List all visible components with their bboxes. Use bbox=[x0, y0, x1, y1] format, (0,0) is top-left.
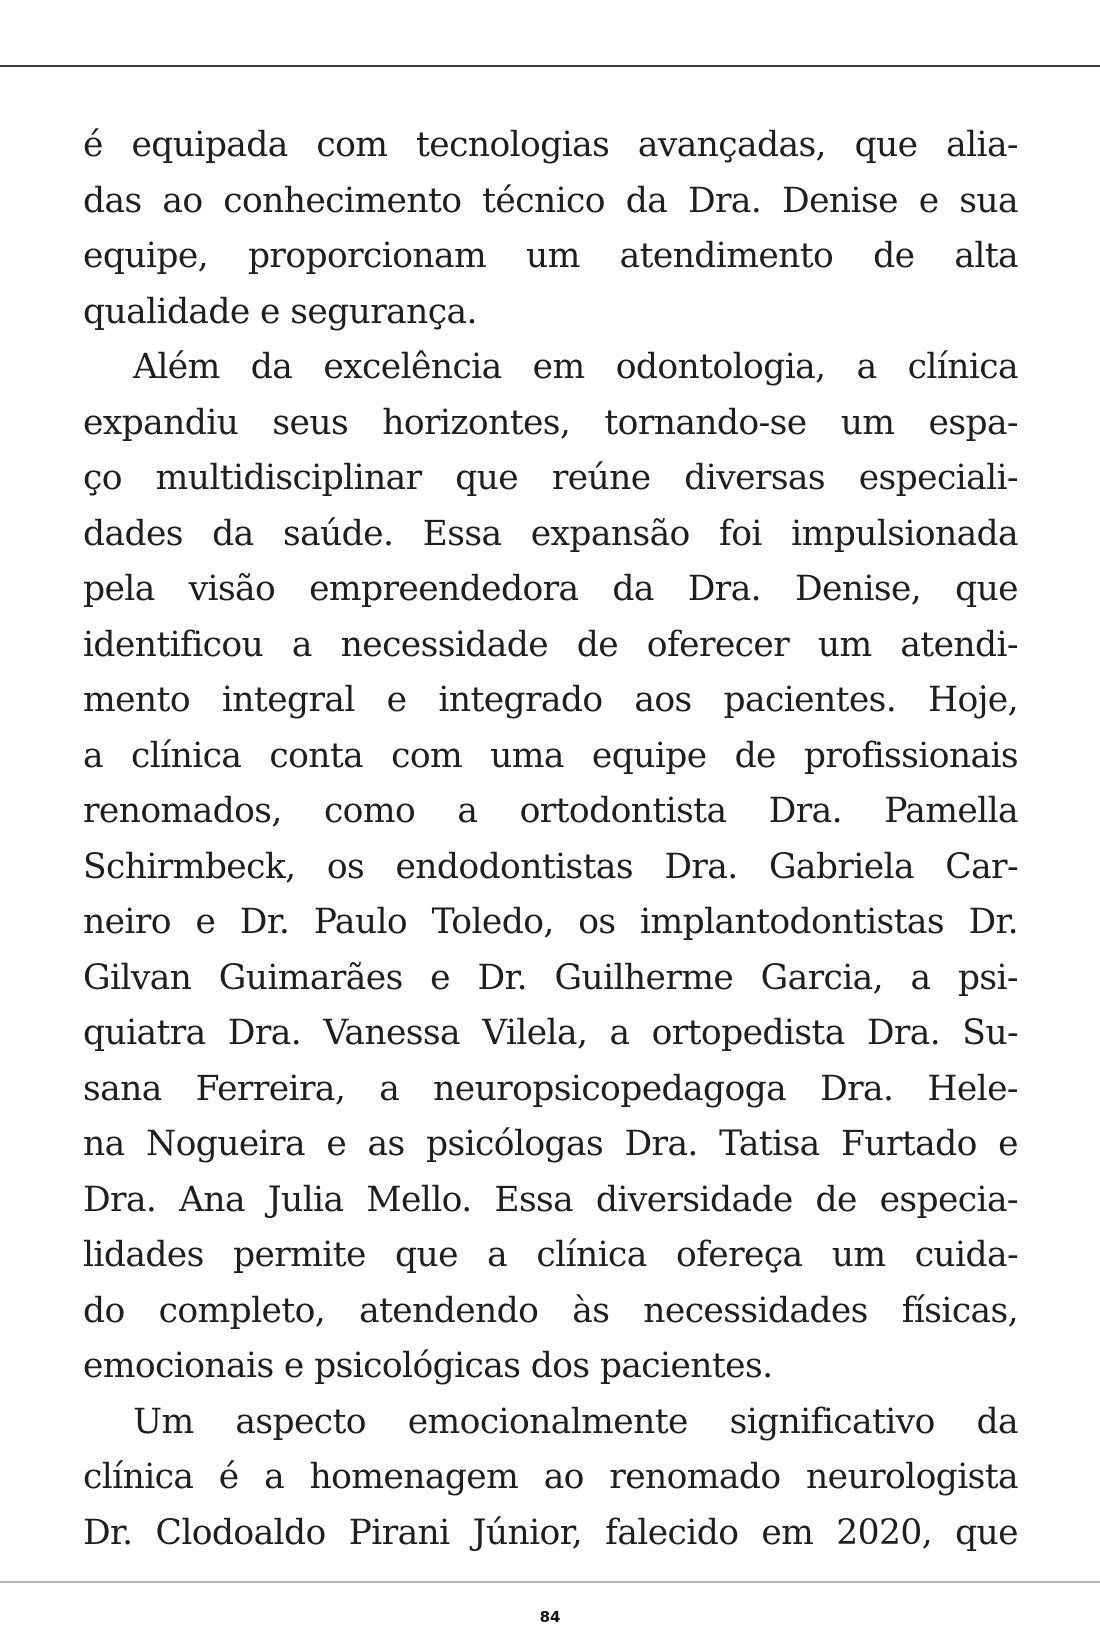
paragraph-2 bbox=[83, 340, 1018, 1395]
paragraph-1 bbox=[83, 118, 1018, 340]
text-line: renomados, como a ortodontista Dra. Pamella bbox=[83, 791, 1018, 831]
bottom-rule bbox=[0, 1581, 1100, 1583]
text-line: emocionais e psicológicas dos pacientes. bbox=[83, 1346, 773, 1386]
text-line: neiro e Dr. Paulo Toledo, os implantodontistas Dr. bbox=[83, 902, 1018, 942]
text-line: Dra. Ana Julia Mello. Essa diversidade de especia- bbox=[83, 1179, 1018, 1220]
text-line: equipe, proporcionam um atendimento de alta bbox=[83, 236, 1018, 276]
text-line: Gilvan Guimarães e Dr. Guilherme Garcia, a psi- bbox=[83, 957, 1018, 998]
text-line: qualidade e segurança. bbox=[83, 291, 477, 332]
text-line: do completo, atendendo às necessidades físicas, bbox=[83, 1290, 1018, 1331]
text-line: quiatra Dra. Vanessa Vilela, a ortopedista Dra. Su- bbox=[83, 1013, 1018, 1053]
text-line: ço multidisciplinar que reúne diversas especiali- bbox=[83, 458, 1018, 498]
text-line: é equipada com tecnologias avançadas, que alia- bbox=[83, 125, 1018, 165]
text-line: pela visão empreendedora da Dra. Denise, que bbox=[83, 569, 1018, 609]
text-line: mento integral e integrado aos pacientes. Hoje, bbox=[83, 680, 1018, 720]
text-line: clínica é a homenagem ao renomado neurologista bbox=[83, 1457, 1018, 1497]
text-line: dades da saúde. Essa expansão foi impulsionada bbox=[83, 513, 1018, 554]
text-line: Schirmbeck, os endodontistas Dra. Gabriela Car- bbox=[83, 846, 1018, 887]
text-line: Além da excelência em odontologia, a clínica bbox=[133, 347, 1018, 387]
text-line: na Nogueira e as psicólogas Dra. Tatisa Furtado e bbox=[83, 1124, 1018, 1164]
page-number: 84 bbox=[539, 1608, 561, 1626]
text-line: expandiu seus horizontes, tornando-se um espa- bbox=[83, 402, 1018, 443]
text-line: Dr. Clodoaldo Pirani Júnior, falecido em 2020, que bbox=[83, 1512, 1018, 1553]
text-line: a clínica conta com uma equipe de profissionais bbox=[83, 735, 1018, 776]
body-text bbox=[83, 118, 1018, 1561]
text-line: lidades permite que a clínica ofereça um cuida- bbox=[83, 1235, 1018, 1275]
text-line: sana Ferreira, a neuropsicopedagoga Dra. Hele- bbox=[83, 1068, 1018, 1109]
text-line: identificou a necessidade de oferecer um atendi- bbox=[83, 624, 1018, 665]
paragraph-3 bbox=[83, 1395, 1018, 1562]
text-line: das ao conhecimento técnico da Dra. Denise e sua bbox=[83, 180, 1018, 221]
top-rule bbox=[0, 65, 1100, 67]
text-line: Um aspecto emocionalmente significativo da bbox=[133, 1401, 1018, 1442]
